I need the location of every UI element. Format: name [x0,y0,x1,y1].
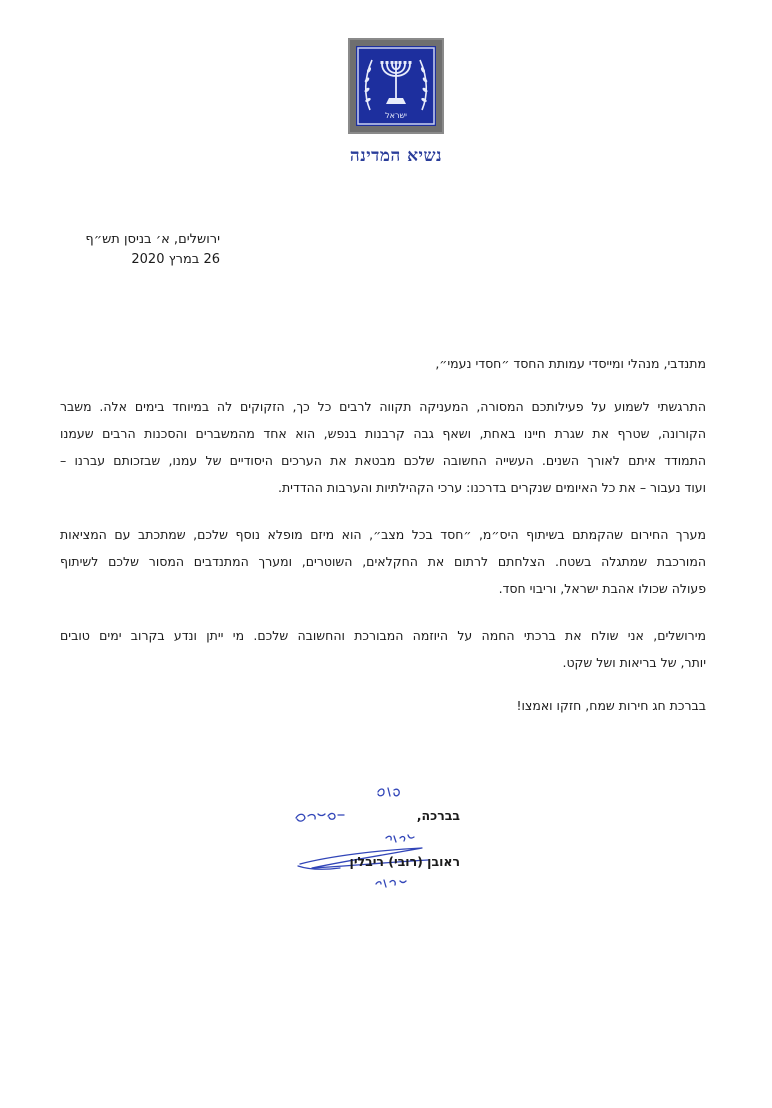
closing-line: בברכת חג חירות שמח, חזקו ואמצו! [516,698,706,713]
paragraph-1-line-3: התמודד איתם לאורך השנים. העשייה החשובה שלכם מבטאת את הערכים היסודיים של עמנו, שבזכותם עברנו – [60,453,706,468]
paragraph-2-line-1: מערך החירום שהקמתם בשיתוף היס״מ, ״חסד בכל מצב״, הוא מיזם מופלא נוסף שלכם, שמתכתב עם המציאות [60,527,706,542]
paragraph-3-line-1: מירושלים, אני שולח את ברכתי החמה על היוזמה המבורכת והחשובה שלכם. מי ייתן ונדע בקרוב ימים טובים [60,628,706,643]
paragraph-3 [60,622,706,676]
hebrew-date: ירושלים, א׳ בניסן תש״ף [85,232,220,247]
paragraph-2-line-2: המורכבת שמתגלה בשטח. הצלחתם לרתום את החקלאים, השוטרים, ומערך המתנדבים המסור שלכם לשיתוף [60,554,706,569]
emblem-text: ישראל [385,111,407,120]
paragraph-1-line-1: התרגשתי לשמוע על פעילותכם המסורה, המעניקה תקווה לרבים כל כך, הזקוקים לה במיוחד בימים אלה. משבר [60,399,706,414]
paragraph-3-line-2: יותר, של בריאות ושל שקט. [562,655,706,670]
paragraph-1 [60,393,706,501]
letter-body [60,350,706,719]
handwritten-signature-icon [290,780,460,900]
signature-block [290,780,460,900]
gregorian-date: 26 במרץ 2020 [131,252,220,267]
date-block [60,230,220,270]
signature-closing-label: בברכה, [416,808,460,823]
signer-name: ראובן (רובי) ריבלין [349,854,460,869]
paragraph-2-line-3: פעולה שכולו אהבת ישראל, וריבוי חסד. [498,581,706,596]
paragraph-1-line-2: הקורונה, שטרף את שגרת חיינו באחת, ושאף גבה קרבנות בנפש, הוא אחד מהמשברים והסכנות הרבים שעמנו [60,426,706,441]
salutation: מתנדבי, מנהלי ומייסדי עמותת החסד ״חסדי נעמי״, [435,356,706,371]
state-emblem [348,38,444,134]
paragraph-1-line-4: ועוד נעבור – את כל האיומים שנקרים בדרכנו: ערכי הקהילתיות והערבות ההדדית. [277,480,706,495]
office-title: נשיא המדינה [349,146,443,166]
paragraph-2 [60,521,706,602]
menorah-emblem-icon [348,38,444,134]
